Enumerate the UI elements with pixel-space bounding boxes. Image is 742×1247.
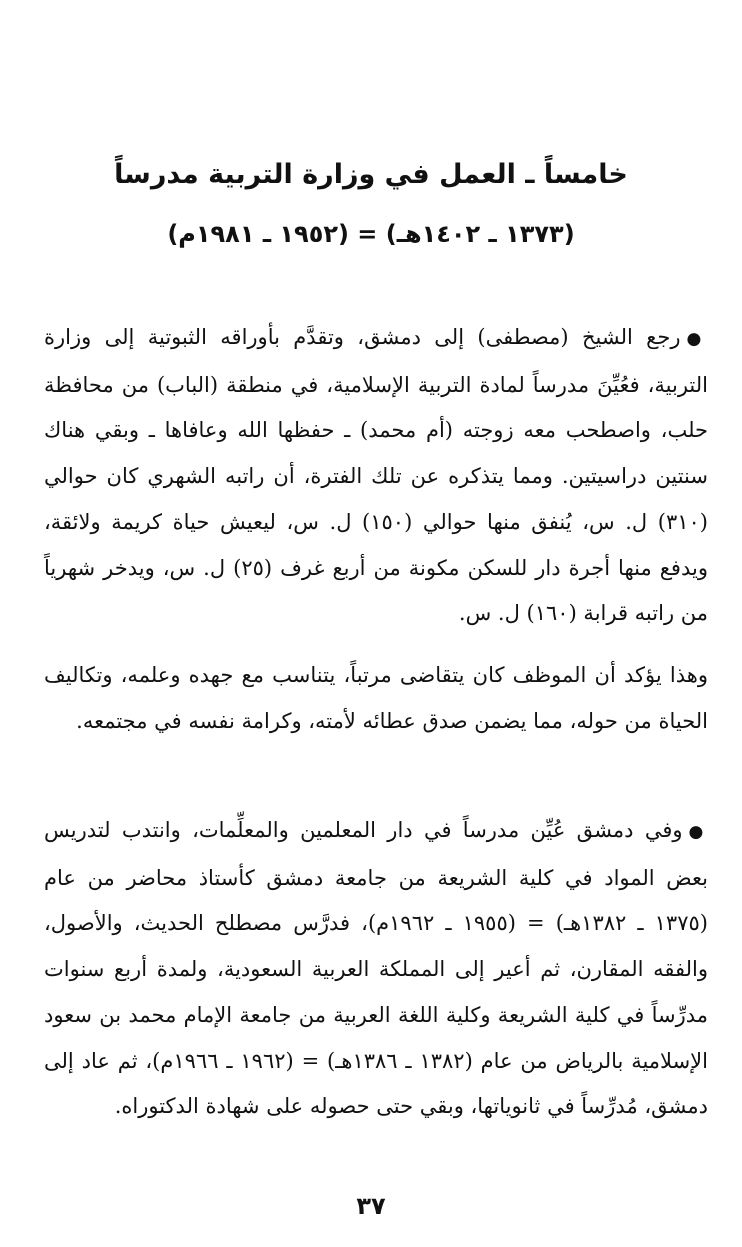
paragraph-3 xyxy=(44,808,708,1130)
paragraph-2-text: وهذا يؤكد أن الموظف كان يتقاضى مرتباً، يتناسب مع جهده وعلمه، وتكاليف الحياة من حوله، مما يضمن صدق عطائه لأمته، وكرامة نفسه في مجتمعه. xyxy=(44,663,708,733)
bullet-icon: ● xyxy=(686,329,708,349)
paragraph-3-text: وفي دمشق عُيِّن مدرساً في دار المعلمين والمعلِّمات، وانتدب لتدريس بعض المواد في كلية الشريعة من جامعة دمشق كأستاذ محاضر من عام (١٣٧٥ ـ ١٣٨٢هـ) = (١٩٥٥ ـ ١٩٦٢م)، فدرَّس مصطلح الحديث، والأصول، والفقه المقارن، ثم أعير إلى المملكة العربية السعودية، ولمدة أربع سنوات مدرِّساً في كلية الشريعة وكلية اللغة العربية من جامعة الإمام محمد بن سعود الإسلامية بالرياض من عام (١٣٨٢ ـ ١٣٨٦هـ) = (١٩٦٢ ـ ١٩٦٦م)، ثم عاد إلى دمشق، مُدرِّساً في ثانوياتها، وبقي حتى حصوله على شهادة الدكتوراه. xyxy=(44,818,708,1119)
section-dates: (١٣٧٣ ـ ١٤٠٢هـ) = (١٩٥٢ ـ ١٩٨١م) xyxy=(167,220,575,248)
section-title: خامساً ـ العمل في وزارة التربية مدرساً xyxy=(114,159,628,190)
paragraph-2 xyxy=(44,653,708,744)
bullet-icon: ● xyxy=(688,822,708,842)
paragraph-1-text: رجع الشيخ (مصطفى) إلى دمشق، وتقدَّم بأوراقه الثبوتية إلى وزارة التربية، فعُيِّنَ مدرساً لمادة التربية الإسلامية، في منطقة (الباب) من محافظة حلب، واصطحب معه زوجته (أم محمد) ـ حفظها الله وعافاها ـ وبقي هناك سنتين دراسيتين. ومما يتذكره عن تلك الفترة، أن راتبه الشهري كان حوالي (٣١٠) ل. س، يُنفق منها حوالي (١٥٠) ل. س، ليعيش حياة كريمة ولائقة، ويدفع منها أجرة دار للسكن مكونة من أربع غرف (٢٥) ل. س، ويدخر شهرياً من راتبه قرابة (١٦٠) ل. س. xyxy=(44,325,708,626)
paragraph-1 xyxy=(44,315,708,637)
page-number: ٣٧ xyxy=(356,1192,386,1220)
